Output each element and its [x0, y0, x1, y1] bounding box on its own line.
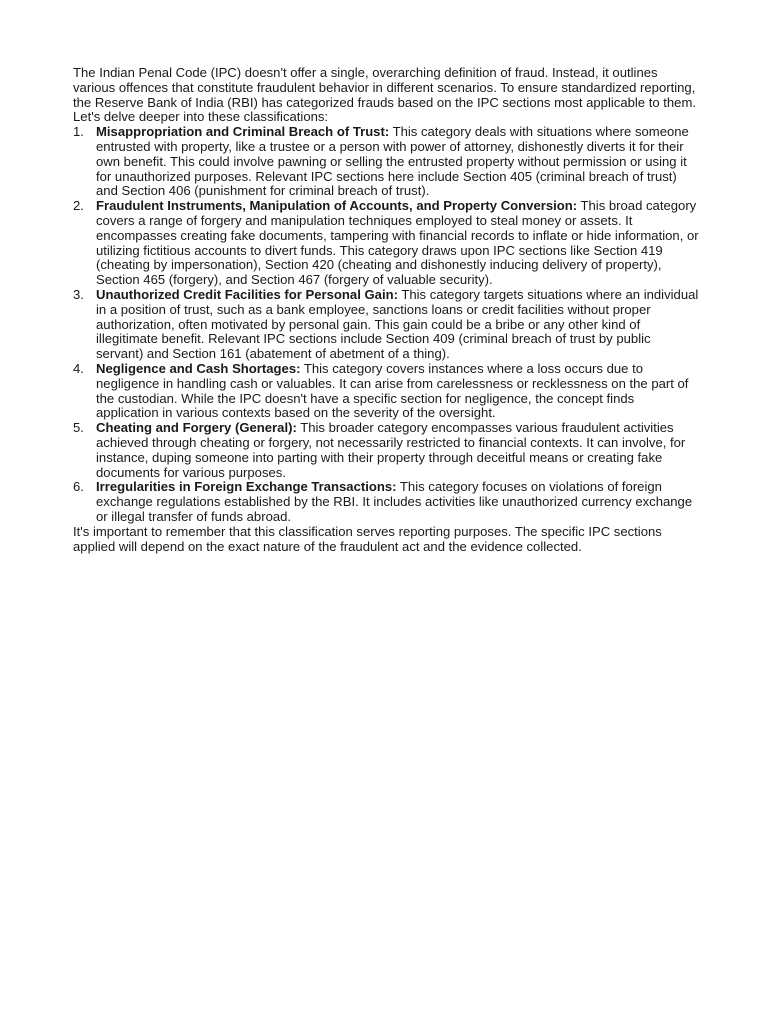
list-item-heading: Irregularities in Foreign Exchange Transactions: — [96, 479, 397, 495]
list-item — [73, 480, 699, 524]
list-item-number: 3. — [73, 286, 84, 302]
list-item-heading: Cheating and Forgery (General): — [96, 420, 297, 436]
list-item-text: This broader category encompasses various fraudulent activities achieved through cheating or forgery, not necessarily restricted to financial contexts. It can involve, for instance, duping someone into parting with their property through deceitful means or creating fake documents for various purposes. — [96, 420, 686, 480]
conclusion-paragraph: It's important to remember that this classification serves reporting purposes. The specific IPC sections applied will depend on the exact nature of the fraudulent act and the evidence collected. — [73, 523, 662, 554]
list-item-text: This category covers instances where a loss occurs due to negligence in handling cash or valuables. It can arise from carelessness or recklessness on the part of the custodian. While the IPC doesn't have a specific section for negligence, the concept finds application in various contexts based on the severity of the oversight. — [96, 360, 689, 421]
list-item-number: 1. — [73, 124, 84, 140]
list-item-number: 4. — [73, 360, 84, 376]
list-item-text: This category focuses on violations of foreign exchange regulations established by the RBI. It includes activities like unauthorized currency exchange or illegal transfer of funds abroad. — [96, 479, 693, 524]
list-item-number: 6. — [73, 479, 84, 495]
list-item — [73, 288, 699, 362]
fraud-category-list — [73, 125, 699, 525]
list-item-heading: Unauthorized Credit Facilities for Personal Gain: — [96, 286, 398, 302]
intro-paragraph: The Indian Penal Code (IPC) doesn't offer a single, overarching definition of fraud. Instead, it outlines various offences that constitute fraudulent behavior in different scenarios. To ensure standardized reporting, the Reserve Bank of India (RBI) has categorized frauds based on the IPC sections most applicable to them. Let's delve deeper into these classifications: — [73, 65, 697, 125]
list-item-number: 5. — [73, 420, 84, 436]
list-item-text: This category targets situations where an individual in a position of trust, such as a bank employee, sanctions loans or credit facilities without proper authorization, often motivated by personal gain. This gain could be a bribe or any other kind of illegitimate benefit. Relevant IPC sections include Section 409 (criminal breach of trust by public servant) and Section 161 (abatement of abetment of a thing). — [96, 286, 699, 362]
list-item-heading: Misappropriation and Criminal Breach of Trust: — [96, 124, 390, 140]
list-item — [73, 199, 699, 288]
list-item — [73, 362, 699, 421]
list-item — [73, 421, 699, 480]
list-item-heading: Fraudulent Instruments, Manipulation of Accounts, and Property Conversion: — [96, 198, 578, 214]
list-item — [73, 125, 699, 199]
list-item-number: 2. — [73, 198, 84, 214]
list-item-text: This broad category covers a range of forgery and manipulation techniques employed to steal money or assets. It encompasses creating fake documents, tampering with financial records to inflate or hide information, or utilizing fictitious accounts to divert funds. This category draws upon IPC sections like Section 419 (cheating by impersonation), Section 420 (cheating and dishonestly inducing delivery of property), Section 465 (forgery), and Section 467 (forgery of valuable security). — [96, 198, 699, 288]
list-item-heading: Negligence and Cash Shortages: — [96, 360, 301, 376]
document-page — [73, 66, 699, 554]
list-item-text: This category deals with situations where someone entrusted with property, like a trustee or a person with power of attorney, dishonestly diverts it for their own benefit. This could involve pawning or selling the entrusted property without permission or using it for unauthorized purposes. Relevant IPC sections here include Section 405 (criminal breach of trust) and Section 406 (punishment for criminal breach of trust). — [96, 124, 689, 199]
